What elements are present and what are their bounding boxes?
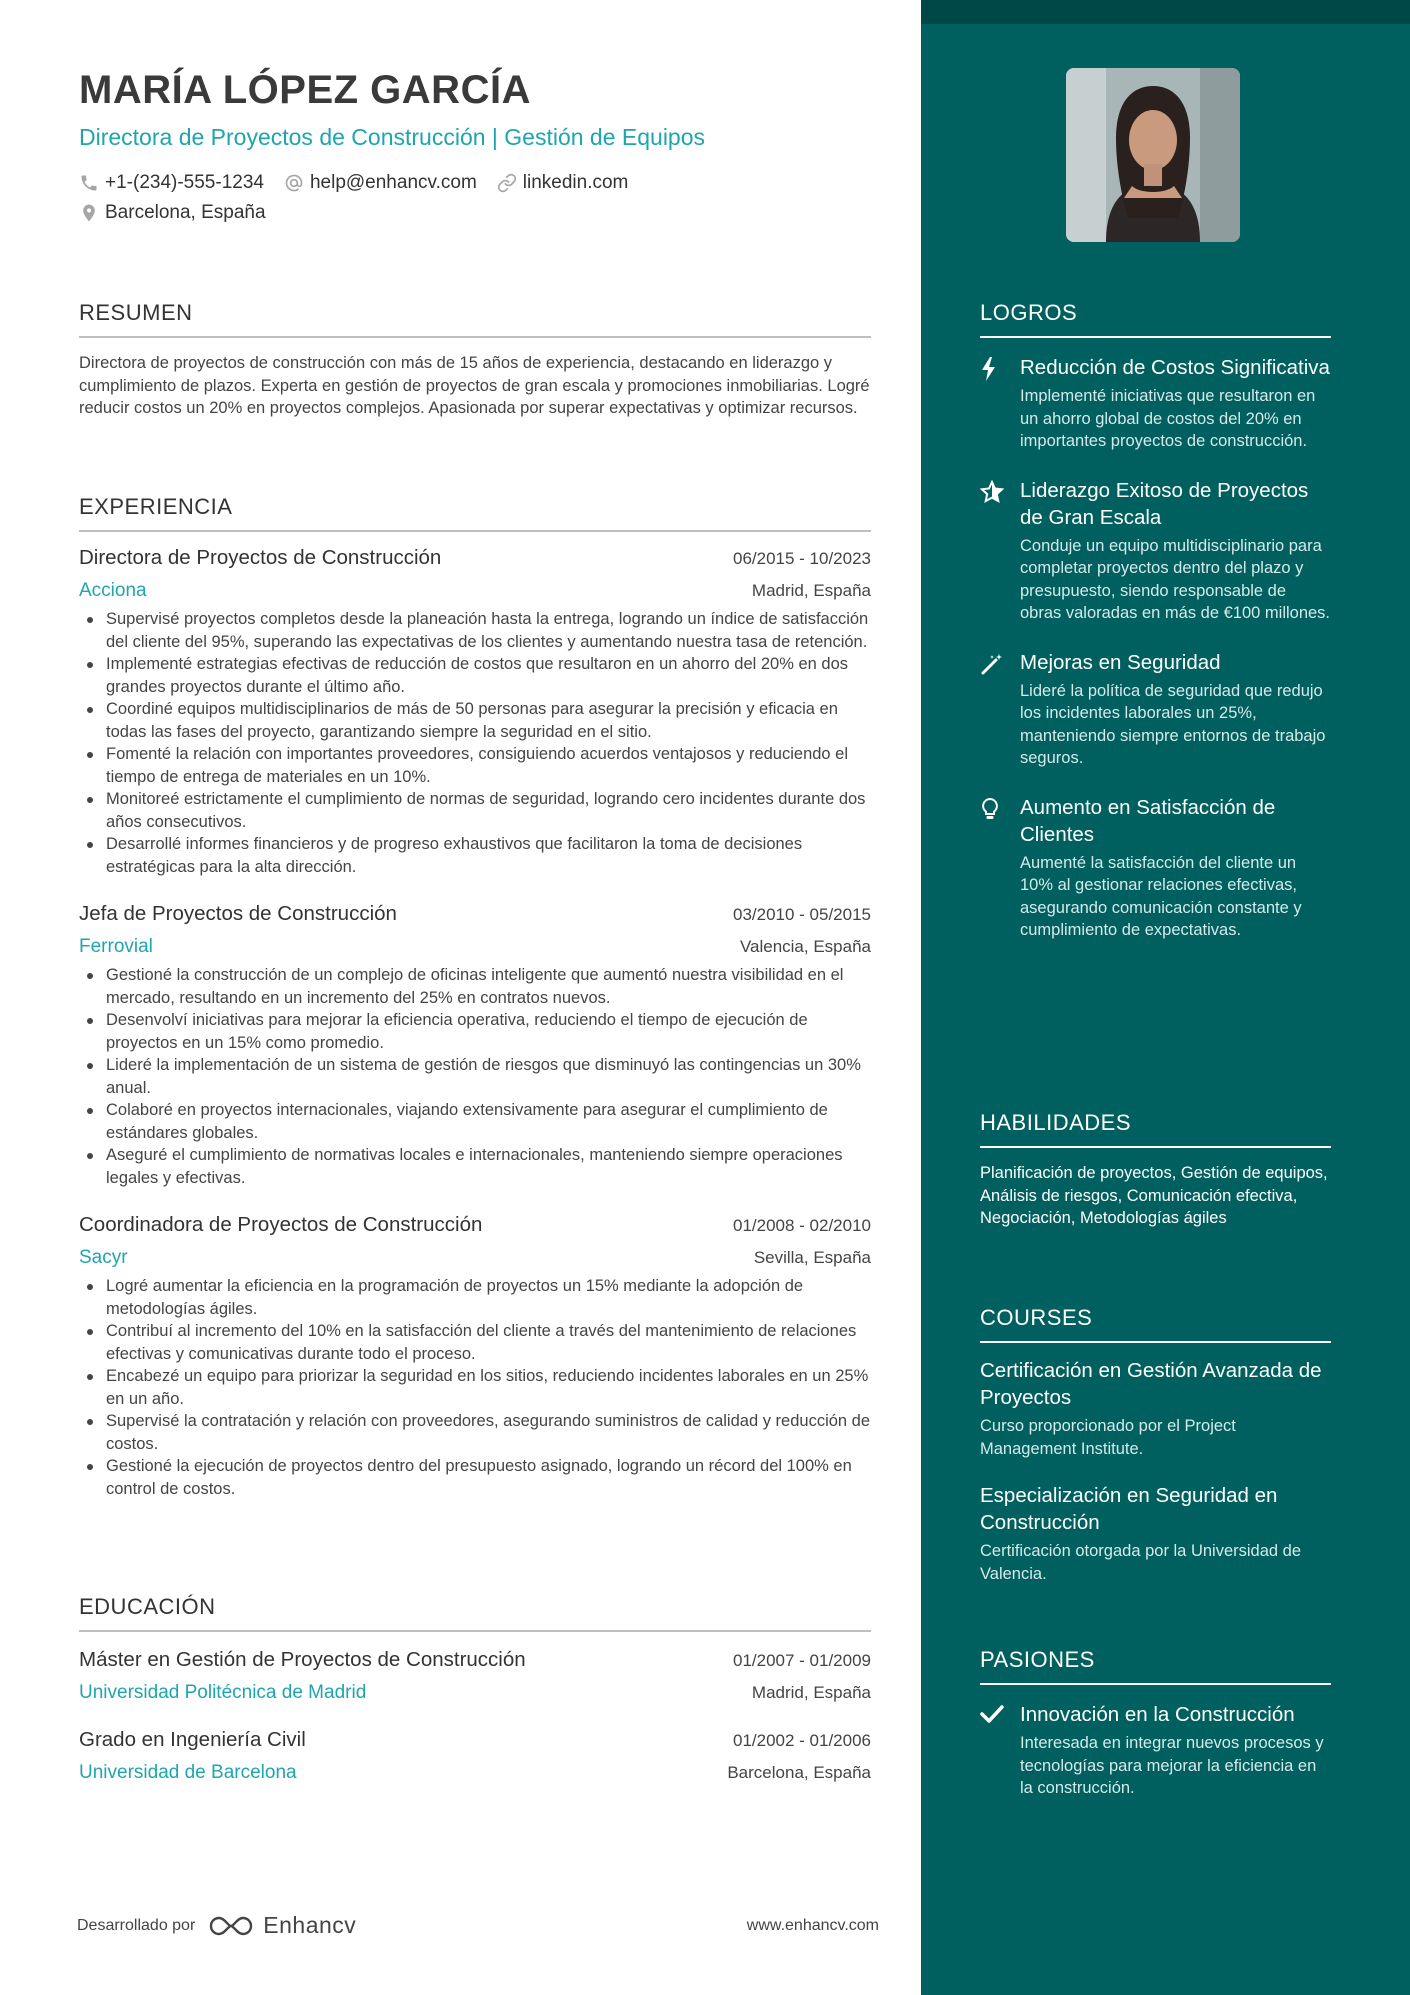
education-dates: 01/2002 - 01/2006 — [732, 1731, 871, 1750]
courses-section — [980, 1305, 1331, 1585]
achievements-section — [980, 300, 1331, 942]
job-location: Madrid, España — [751, 581, 871, 600]
passion-item — [980, 1701, 1331, 1800]
link-icon — [497, 173, 517, 193]
bullet-item: Supervisé la contratación y relación con proveedores, asegurando suministros de calidad y reducción de costos. — [79, 1410, 871, 1455]
job-bullets — [79, 1275, 871, 1500]
brand-name: Enhancv — [263, 1912, 357, 1938]
experience-heading: EXPERIENCIA — [79, 494, 871, 532]
at-icon — [284, 173, 304, 193]
passion-desc: Interesada en integrar nuevos procesos y tecnologías para mejorar la eficiencia en la construcción. — [1020, 1734, 1324, 1797]
summary-text: Directora de proyectos de construcción con más de 15 años de experiencia, destacando en liderazgo y cumplimiento de plazos. Experta en gestión de proyectos de gran escala y promociones inmobiliarias. Logré reducir costos un 20% en proyectos complejos. Apasionada por superar expectativas y optimizar recursos. — [79, 354, 870, 417]
achievement-title: Aumento en Satisfacción de Clientes — [1020, 795, 1276, 846]
job-title: Jefa de Proyectos de Construcción — [79, 902, 397, 925]
location-text: Barcelona, España — [105, 202, 266, 223]
bullet-item: Gestioné la construcción de un complejo de oficinas inteligente que aumentó nuestra visibilidad en el mercado, resultando en un incremento del 25% en contratos nuevos. — [79, 964, 871, 1009]
education-dates: 01/2007 - 01/2009 — [732, 1651, 871, 1670]
school-name: Universidad Politécnica de Madrid — [79, 1682, 367, 1703]
company-name: Sacyr — [79, 1247, 128, 1268]
job-dates: 01/2008 - 02/2010 — [732, 1216, 871, 1235]
achievements-heading: LOGROS — [980, 300, 1331, 338]
education-section — [79, 1594, 871, 1784]
bullet-item: Encabezé un equipo para priorizar la seguridad en los sitios, reduciendo incidentes laborales en un 25% en un año. — [79, 1365, 871, 1410]
job-title: Coordinadora de Proyectos de Construcción — [79, 1213, 483, 1236]
bullet-item: Coordiné equipos multidisciplinarios de más de 50 personas para asegurar la precisión y eficacia en todas las fases del proyecto, garantizando siempre la seguridad en el sitio. — [79, 698, 871, 743]
summary-heading: RESUMEN — [79, 300, 871, 338]
course-title: Certificación en Gestión Avanzada de Proyectos — [980, 1359, 1322, 1409]
school-name: Universidad de Barcelona — [79, 1762, 297, 1783]
education-heading: EDUCACIÓN — [79, 1594, 871, 1632]
enhancv-logo-icon — [207, 1913, 255, 1939]
website-link[interactable]: www.enhancv.com — [746, 1916, 879, 1934]
achievement-title: Reducción de Costos Significativa — [1020, 356, 1330, 379]
enhancv-logo[interactable] — [207, 1912, 356, 1939]
achievement-item — [980, 649, 1331, 770]
skills-heading: HABILIDADES — [980, 1110, 1331, 1148]
job-dates: 03/2010 - 05/2015 — [732, 905, 871, 924]
bullet-item: Colaboré en proyectos internacionales, viajando extensivamente para asegurar el cumplimiento de estándares globales. — [79, 1099, 871, 1144]
education-location: Barcelona, España — [727, 1763, 871, 1782]
bolt-icon — [980, 357, 998, 381]
contact-info — [79, 168, 648, 228]
location-contact — [79, 202, 266, 224]
achievement-item — [980, 794, 1331, 942]
course-desc: Certificación otorgada por la Universidad de Valencia. — [980, 1542, 1302, 1583]
footer — [77, 1912, 879, 1939]
profile-photo — [1066, 68, 1240, 242]
phone-icon — [79, 173, 99, 193]
linkedin-contact[interactable] — [497, 172, 629, 194]
star-icon — [980, 480, 1004, 504]
degree-title: Grado en Ingeniería Civil — [79, 1728, 306, 1751]
map-pin-icon — [79, 203, 99, 223]
course-item — [980, 1357, 1331, 1460]
course-title: Especialización en Seguridad en Construcción — [980, 1484, 1278, 1534]
developed-by-text: Desarrollado por — [77, 1916, 196, 1934]
degree-title: Máster en Gestión de Proyectos de Construcción — [79, 1648, 526, 1671]
email-text: help@enhancv.com — [309, 172, 477, 193]
achievement-title: Liderazgo Exitoso de Proyectos de Gran Escala — [1020, 478, 1309, 529]
sidebar-top-band — [921, 0, 1410, 24]
education-location: Madrid, España — [751, 1683, 871, 1702]
passion-title: Innovación en la Construcción — [1020, 1703, 1295, 1726]
achievement-item — [980, 354, 1331, 453]
check-icon — [980, 1704, 1004, 1724]
lightbulb-icon — [980, 797, 1000, 821]
bullet-item: Supervisé proyectos completos desde la planeación hasta la entrega, logrando un índice de satisfacción del cliente del 95%, superando las expectativas de los clientes y aumentando nuestra tasa de retención. — [79, 608, 871, 653]
bullet-item: Logré aumentar la eficiencia en la programación de proyectos un 15% mediante la adopción de metodologías ágiles. — [79, 1275, 871, 1320]
achievement-desc: Conduje un equipo multidisciplinario para completar proyectos dentro del plazo y presupuesto, siendo responsable de obras valoradas en más de €100 millones. — [1020, 536, 1331, 622]
job-location: Valencia, España — [739, 937, 871, 956]
phone-contact[interactable] — [79, 172, 264, 194]
job-entry — [79, 1213, 871, 1500]
achievement-desc: Lideré la política de seguridad que redujo los incidentes laborales un 25%, manteniendo siempre entornos de trabajo seguros. — [1020, 681, 1326, 767]
achievement-item — [980, 477, 1331, 625]
skills-list: Planificación de proyectos, Gestión de equipos, Análisis de riesgos, Comunicación efectiva, Negociación, Metodologías ágiles — [980, 1164, 1328, 1227]
education-entry — [79, 1728, 871, 1784]
courses-heading: COURSES — [980, 1305, 1331, 1343]
job-location: Sevilla, España — [753, 1248, 871, 1267]
bullet-item: Fomenté la relación con importantes proveedores, consiguiendo acuerdos ventajosos y reduciendo el tiempo de entrega de materiales en un 10%. — [79, 743, 871, 788]
job-entry — [79, 546, 871, 878]
job-entry — [79, 902, 871, 1189]
job-title: Directora de Proyectos de Construcción — [79, 546, 442, 569]
bullet-item: Monitoreé estrictamente el cumplimiento de normas de seguridad, logrando cero incidentes durante dos años consecutivos. — [79, 788, 871, 833]
bullet-item: Contribuí al incremento del 10% en la satisfacción del cliente a través del mantenimiento de relaciones efectivas y comunicativas durante todo el proceso. — [79, 1320, 871, 1365]
passions-heading: PASIONES — [980, 1647, 1331, 1685]
bullet-item: Implementé estrategias efectivas de reducción de costos que resultaron en un ahorro del 20% en dos grandes proyectos durante el último año. — [79, 653, 871, 698]
candidate-title: Directora de Proyectos de Construcción | Gestión de Equipos — [79, 124, 706, 150]
bullet-item: Gestioné la ejecución de proyectos dentro del presupuesto asignado, logrando un récord del 100% en control de costos. — [79, 1455, 871, 1500]
education-entry — [79, 1648, 871, 1704]
summary-section — [79, 300, 871, 420]
bullet-item: Lideré la implementación de un sistema de gestión de riesgos que disminuyó las contingencias un 30% anual. — [79, 1054, 871, 1099]
achievement-desc: Implementé iniciativas que resultaron en un ahorro global de costos del 20% en importantes proyectos de construcción. — [1020, 387, 1316, 450]
candidate-name: MARÍA LÓPEZ GARCÍA — [79, 68, 531, 112]
company-name: Acciona — [79, 580, 147, 601]
phone-text: +1-(234)-555-1234 — [105, 172, 264, 193]
profile-photo-image — [1066, 68, 1240, 242]
job-bullets — [79, 608, 871, 878]
job-bullets — [79, 964, 871, 1189]
course-desc: Curso proporcionado por el Project Management Institute. — [980, 1417, 1236, 1458]
sidebar — [921, 0, 1410, 1995]
company-name: Ferrovial — [79, 936, 153, 957]
skills-section — [980, 1110, 1331, 1230]
achievement-title: Mejoras en Seguridad — [1020, 650, 1221, 674]
job-dates: 06/2015 - 10/2023 — [732, 549, 871, 568]
bullet-item: Desarrollé informes financieros y de progreso exhaustivos que facilitaron la toma de decisiones estratégicas para la alta dirección. — [79, 833, 871, 878]
experience-section — [79, 494, 871, 1500]
email-contact[interactable] — [284, 172, 477, 194]
bullet-item: Desenvolví iniciativas para mejorar la eficiencia operativa, reduciendo el tiempo de ejecución de proyectos en un 15% como promedio. — [79, 1009, 871, 1054]
magic-wand-icon — [980, 652, 1004, 676]
course-item — [980, 1482, 1331, 1585]
passions-section — [980, 1647, 1331, 1800]
bullet-item: Aseguré el cumplimiento de normativas locales e internacionales, manteniendo siempre operaciones legales y efectivas. — [79, 1144, 871, 1189]
achievement-desc: Aumenté la satisfacción del cliente un 10% al gestionar relaciones efectivas, asegurando comunicación constante y cumplimiento de expectativas. — [1020, 853, 1302, 939]
linkedin-text: linkedin.com — [522, 172, 629, 193]
